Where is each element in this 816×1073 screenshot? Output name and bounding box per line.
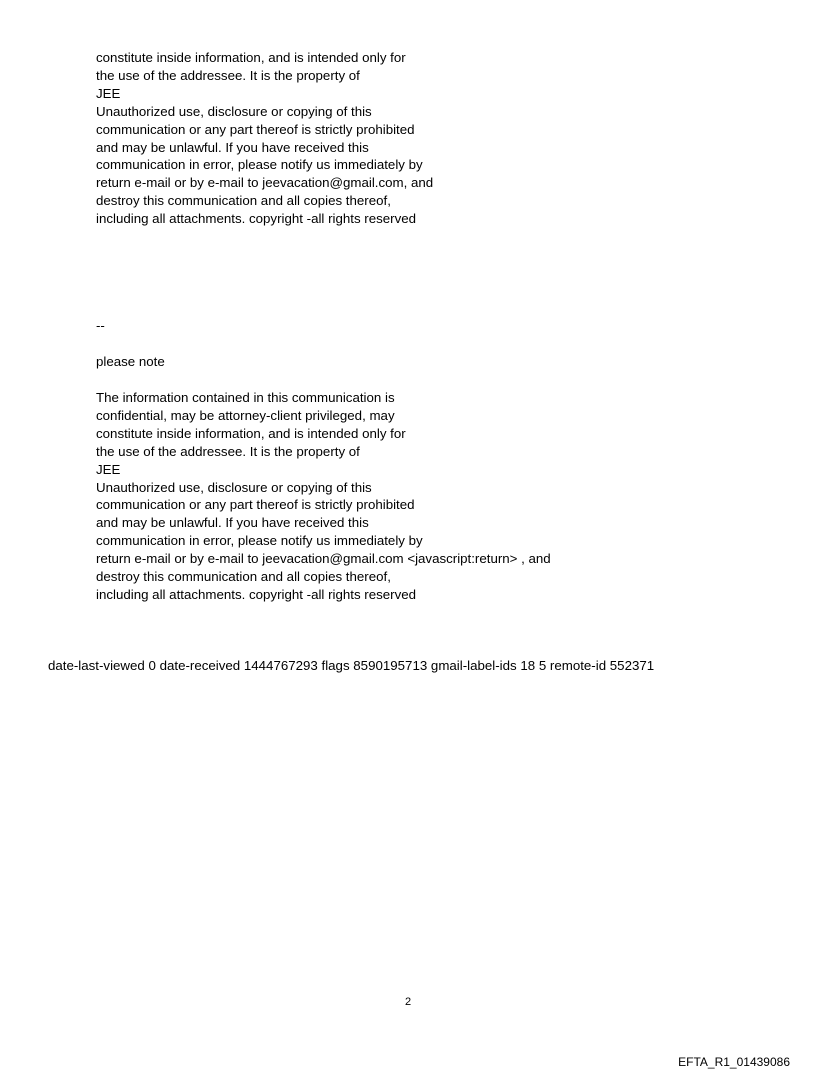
signature-separator: -- <box>96 318 105 333</box>
disclaimer-top-line: JEE <box>96 85 121 101</box>
disclaimer-top-line: Unauthorized use, disclosure or copying of this <box>96 103 372 119</box>
disclaimer-top-line: communication or any part thereof is strictly prohibited <box>96 121 415 137</box>
disclaimer-bottom-line: communication or any part thereof is strictly prohibited <box>96 497 415 513</box>
please-note-heading: please note <box>96 354 165 369</box>
document-id: EFTA_R1_01439086 <box>678 1055 790 1069</box>
disclaimer-bottom-line: confidential, may be attorney-client privileged, may <box>96 407 395 423</box>
disclaimer-bottom-line: return e-mail or by e-mail to jeevacation@gmail.com <javascript:return> , and <box>96 551 551 567</box>
email-metadata-line: date-last-viewed 0 date-received 1444767293 flags 8590195713 gmail-label-ids 18 5 remote-id 552371 <box>48 658 655 673</box>
disclaimer-bottom-line: the use of the addressee. It is the property of <box>96 443 360 459</box>
disclaimer-bottom-line: constitute inside information, and is intended only for <box>96 425 406 441</box>
disclaimer-top-line: return e-mail or by e-mail to jeevacation@gmail.com, and <box>96 175 434 191</box>
disclaimer-bottom-line: including all attachments. copyright -all rights reserved <box>96 586 417 602</box>
disclaimer-top-line: including all attachments. copyright -all rights reserved <box>96 211 417 227</box>
disclaimer-top-line: constitute inside information, and is intended only for <box>96 50 406 65</box>
disclaimer-top-line: communication in error, please notify us immediately by <box>96 157 423 173</box>
disclaimer-bottom-line: destroy this communication and all copies thereof, <box>96 569 391 585</box>
disclaimer-bottom-line: and may be unlawful. If you have received this <box>96 515 369 531</box>
disclaimer-top-line: the use of the addressee. It is the property of <box>96 67 360 83</box>
disclaimer-bottom-line: Unauthorized use, disclosure or copying of this <box>96 479 372 495</box>
disclaimer-bottom <box>96 389 551 604</box>
page-number: 2 <box>404 996 412 1008</box>
disclaimer-top <box>96 49 433 228</box>
disclaimer-bottom-line: JEE <box>96 461 121 477</box>
disclaimer-top-line: and may be unlawful. If you have received this <box>96 139 369 155</box>
disclaimer-bottom-line: communication in error, please notify us immediately by <box>96 533 423 549</box>
disclaimer-bottom-line: The information contained in this communication is <box>96 390 395 405</box>
disclaimer-top-line: destroy this communication and all copies thereof, <box>96 193 391 209</box>
